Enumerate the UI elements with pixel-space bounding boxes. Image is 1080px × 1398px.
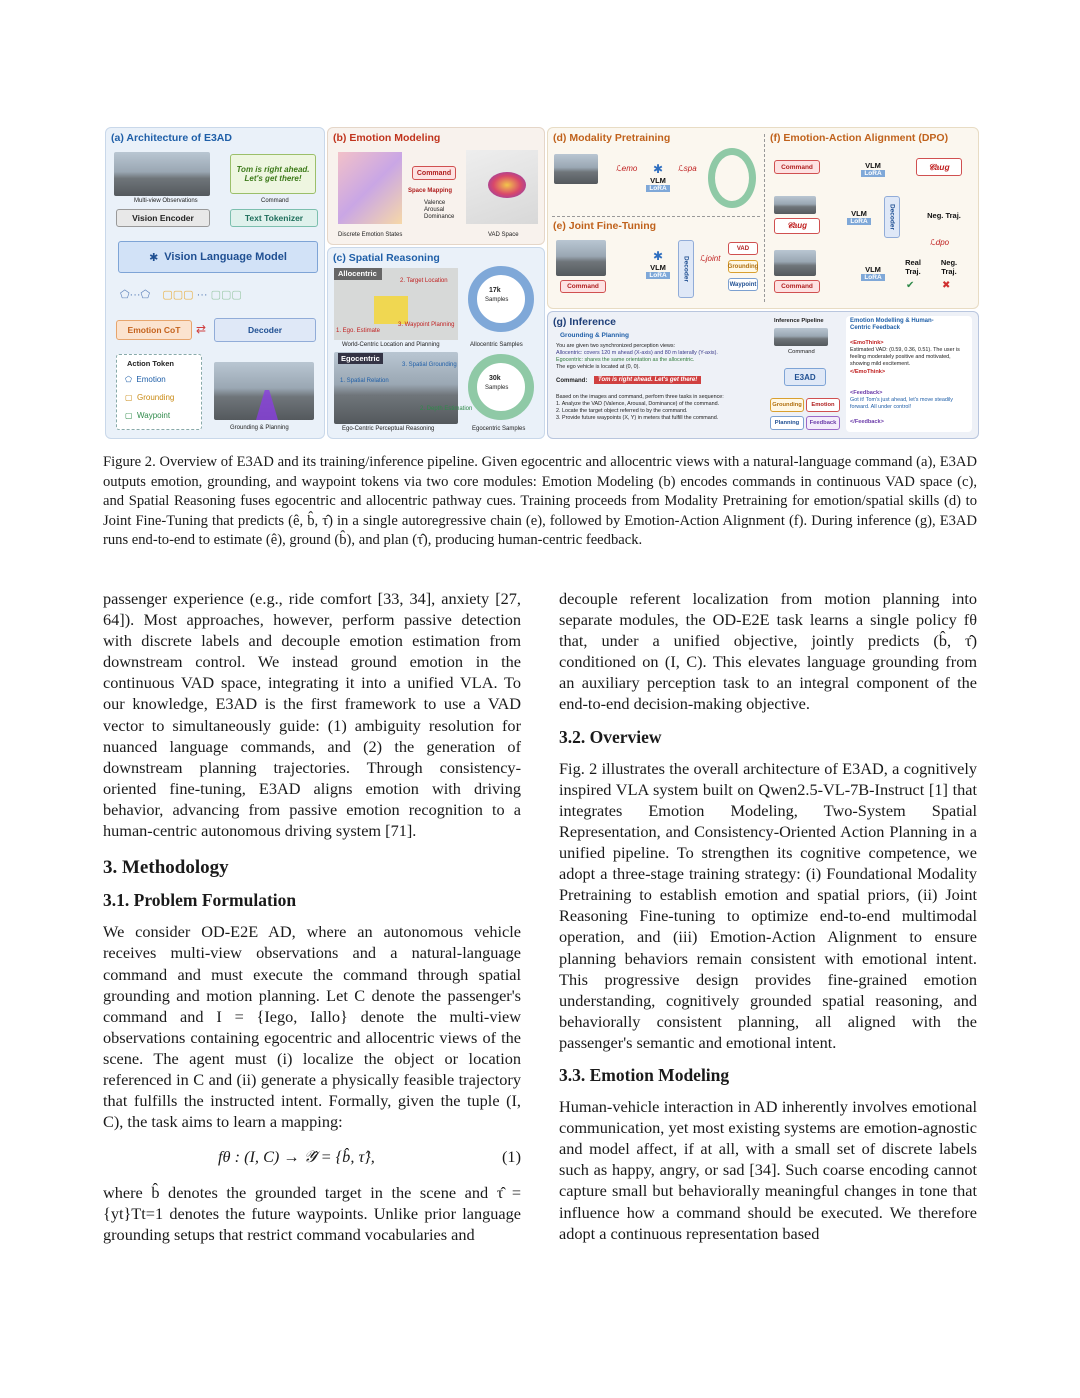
discrete-emotion-plot (338, 152, 402, 224)
divider-vertical (764, 134, 765, 302)
inference-image (774, 328, 828, 346)
out-waypoint: Waypoint (728, 278, 758, 291)
panel-b (327, 127, 545, 245)
divider-horizontal (552, 216, 760, 217)
right-column (559, 588, 977, 1244)
feedback-body: Got it! Tom's just ahead, let's move steadily forward. All under control! (850, 397, 953, 410)
finetune-decoder: Decoder (678, 240, 694, 298)
neg-traj-1: Neg. Traj. (927, 210, 961, 220)
heading-emotion-modeling: 3.3. Emotion Modeling (559, 1064, 730, 1085)
depth-estimation-ring (468, 354, 534, 420)
vad-arousal: Arousal (424, 207, 445, 213)
prompt-line-3: The ego vehicle is located at (0, 0). (556, 364, 640, 370)
emotion-token: ⬠ Emotion (125, 375, 166, 384)
right-para-2: Fig. 2 illustrates the overall architecture of E3AD, a cognitively inspired VLA system built on Qwen2.5-VL-7B-Instruct [1] that integrates Emotion Modeling, Two-System Spatial Representation, and Consistency-Oriented Action Planning in a unified pipeline. To strengthen its cognitive competence, we adopt a three-stage training strategy: (i) Foundational Modality Pretraining to establish emotion and spatial priors, (ii) Joint Reasoning Fine-tuning to optimize end-to-end multimodal operation, and (iii) Emotion-Action Alignment to ensure planning behaviors remain consistent with emotional intent. This progressive design provides fine-grained emotion understanding, cognitively grounded spatial reasoning, and behaviorally consistent planning, all aligned with the passenger's semantic and emotional intent. (559, 758, 977, 1052)
panel-a (105, 127, 325, 439)
dpo-image-1 (774, 196, 816, 214)
finetune-image (556, 240, 606, 276)
heading-methodology: 3. Methodology (103, 857, 229, 879)
figure-caption: Figure 2. Overview of E3AD and its training/inference pipeline. Given egocentric and allocentric views with a natural-language command (a), E3AD outputs emotion, grounding, and waypoint tokens via two core modules: Emotion Modeling (b) encodes commands in continuous VAD space (c), and Spatial Reasoning fuses egocentric and allocentric pathway cues. Training proceeds from Modality Pretraining for emotion/spatial skills (d) to Joint Fine-Tuning that predicts (ê, b̂, τ̂) in a single autoregressive chain (e), followed by Emotion-Action Alignment (f). During inference (g), E3AD runs end-to-end to estimate (ê), ground (b̂), and plan (τ̂), producing human-centric feedback. (103, 454, 977, 548)
dpo-command-2: Command (774, 280, 820, 293)
vad-valence: Valence (424, 200, 446, 206)
loss-dpo: ℒdpo (930, 238, 950, 247)
decoder-box: Decoder (214, 318, 316, 342)
finetune-command: Command (560, 280, 606, 293)
equation-body: fθ : (I, C) → 𝒴̂ = {b̂, τ̂}, (218, 1147, 375, 1167)
prompt-line-1: Allocentric: covers 120 m ahead (X-axis) and 80 m laterally (Y-axis). (556, 350, 718, 356)
grounding-token: ▢ Grounding (125, 393, 175, 402)
left-column (103, 588, 521, 1246)
loss-emo: ℒemo (616, 164, 638, 173)
vad-space-plot (466, 150, 538, 224)
right-para-3: Human-vehicle interaction in AD inherently involves emotional communication, yet most existing systems are emotion-agnostic and model affect, if at all, with a small set of discrete labels such as happy, angry, or sad [34]. Such coarse encoding cannot capture small but behaviorally meaningful changes in tone that influence how a command should be executed. We therefore adopt a continuous representation based (559, 1097, 977, 1243)
prompt-line-0: You are given two synchronized perception views: (556, 343, 676, 349)
heading-problem-formulation: 3.1. Problem Formulation (103, 890, 297, 911)
c-aug-2: 𝒞aug (774, 218, 820, 234)
text-tokenizer: Text Tokenizer (230, 209, 318, 227)
out-grounding: Grounding (728, 260, 758, 273)
vad-space-label: VAD Space (488, 232, 519, 238)
panel-b-title: (b) Emotion Modeling (333, 132, 441, 144)
loc-count: 17k (489, 287, 501, 294)
left-para-1: passenger experience (e.g., ride comfort [33, 34], anxiety [27, 64]). Most approaches, however, perform passive detection with discrete labels and decouple emotion estimation from downstream control. We instead ground emotion in the continuous VAD space, integrating it into a unified VLA. To our knowledge, E3AD is the first framework to use a VAD vector to simultaneously guide: (1) ambiguity resolution for nuanced language commands, and (2) the generation of downstream planning trajectories. Through consistency-oriented fine-tuning, E3AD aligns emotion with driving behavior, advancing from passive emotion recognition to a human-centric autonomous driving system [71]. (103, 589, 521, 841)
out-emotion-box: Emotion (806, 398, 840, 412)
grounding-planning-label: Grounding & Planning (230, 425, 289, 431)
command-bubble-text: Tom is right ahead. Let's get there! (236, 165, 310, 183)
out-grounding-box: Grounding (770, 398, 804, 412)
exchange-arrow: ⇄ (196, 322, 207, 336)
out-feedback-box: Feedback (806, 416, 840, 430)
vision-encoder: Vision Encoder (116, 209, 210, 227)
panel-training (547, 127, 979, 309)
panel-c-title: (c) Spatial Reasoning (333, 252, 440, 264)
allocentric-tag: Allocentric (338, 269, 377, 278)
dpo-vlm-2: VLM LoRA (844, 200, 874, 234)
heading-overview: 3.2. Overview (559, 726, 662, 747)
panel-g (547, 311, 979, 439)
out-vad: VAD (728, 242, 758, 255)
command-label: Command (261, 198, 289, 204)
pretrain-vlm: ✱ VLM LoRA (644, 158, 672, 196)
c-aug-1: 𝒞aug (916, 158, 962, 176)
loss-spa: ℒspa (678, 164, 697, 173)
equation-1 (103, 1132, 521, 1182)
task-line-0: Based on the images and command, perform three tasks in sequence: (556, 394, 724, 400)
loc-samples: Samples (485, 297, 509, 303)
check-icon: ✔ (906, 280, 915, 291)
depth-count: 30k (489, 375, 501, 382)
neg-traj-2: Neg. Traj. (940, 258, 958, 276)
g-grounding-planning: Grounding & Planning (560, 332, 629, 339)
multiview-image (114, 152, 210, 196)
inference-command: Command (788, 349, 815, 355)
location-estimation-ring (468, 266, 534, 332)
multiview-label: Multi-view Observations (134, 198, 198, 204)
feedback-open: <Feedback> (850, 390, 883, 396)
right-para-1: decouple referent localization from motion planning into separate modules, the OD-E2E task learns a single policy fθ that, under a unified objective, jointly predicts (b̂, τ̂) conditioned on (I, C). This elevates language grounding from an auxiliary perception task to an integral component of the end-to-end decision-making objective. (559, 589, 977, 714)
g-command-text: Tom is right ahead. Let's get there! (594, 376, 701, 384)
dpo-command-1: Command (774, 160, 820, 174)
pretrain-image (554, 154, 598, 184)
left-para-3: where b̂ denotes the grounded target in the scene and τ̂ = {yt}Tt=1 denotes the future waypoints. Unlike prior language grounding setups that restrict command vocabularies and (103, 1183, 521, 1245)
task-line-1: 1. Analyze the VAD (Valence, Arousal, Dominance) of the command. (556, 401, 720, 407)
prompt-line-2: Egocentric: shares the same orientation as the allocentric. (556, 357, 695, 363)
emotion-cot: Emotion CoT (116, 320, 192, 340)
vlm-icon: ✱ (149, 251, 159, 264)
depth-estimation: 2. Depth Estimation (420, 406, 473, 412)
panel-c (327, 247, 545, 439)
dpo-image-2 (774, 250, 816, 276)
panel-g-title: (g) Inference (553, 316, 617, 328)
ego-estimate: 1. Ego. Estimate (336, 328, 381, 334)
vad-dominance: Dominance (424, 214, 455, 220)
allocentric-samples: Allocentric Samples (470, 342, 523, 348)
vlm-label: Vision Language Model (164, 251, 287, 263)
waypoint-token: ▢ Waypoint (125, 411, 171, 420)
dpo-vlm-3: VLM LoRA (858, 256, 888, 290)
target-location: 2. Target Location (400, 278, 448, 284)
left-para-2: We consider OD-E2E AD, where an autonomous vehicle receives multi-view observations and a natural-language command and must execute the command through spatial grounding and motion planning. Let C denote the passenger's command and I = {Iego, Iallo} denote the multi-view observations containing egocentric and allocentric views of the scene. The agent must (i) localize the object or location referenced in C and (ii) generate a physically feasible trajectory that fulfills the instructed intent. Formally, given the tuple (I, C), the task aims to learn a mapping: (103, 922, 521, 1132)
vlm-box (118, 241, 318, 273)
emothink-close: </EmoThink> (850, 369, 886, 375)
feedback-title: Emotion Modelling & Human-Centric Feedback (850, 318, 934, 331)
out-planning-box: Planning (770, 416, 804, 430)
command-bubble (230, 154, 316, 194)
ego-centric-label: Ego-Centric Perceptual Reasoning (342, 426, 435, 432)
feedback-card (846, 316, 972, 432)
emothink-open: <EmoThink> (850, 340, 884, 346)
figure-2 (105, 127, 977, 437)
finetune-vlm: ✱ VLM LoRA (644, 244, 672, 284)
spatial-relation: 1. Spatial Relation (340, 378, 389, 384)
egocentric-samples: Egocentric Samples (472, 426, 526, 432)
cross-icon: ✖ (942, 280, 951, 291)
spatial-grounding: 3. Spatial Grounding (402, 362, 457, 368)
depth-samples: Samples (485, 385, 509, 391)
g-command-label: Command: (556, 378, 588, 384)
space-mapping: Space Mapping (408, 188, 453, 194)
vlm-icon: ✱ (652, 249, 664, 263)
vlm-icon: ✱ (652, 162, 664, 176)
task-line-3: 3. Provide future waypoints (X, Y) in meters that fulfill the command. (556, 415, 719, 421)
action-token-legend (116, 354, 202, 430)
loss-joint: ℒjoint (700, 254, 721, 263)
command-box: Command (412, 166, 456, 180)
waypoint-planning: 3. Waypoint Planning (398, 322, 455, 328)
world-centric-label: World-Centric Location and Planning (342, 342, 440, 348)
dpo-vlm-1: VLM LoRA (858, 152, 888, 186)
feedback-close: </Feedback> (850, 419, 884, 425)
panel-d-title: (d) Modality Pretraining (553, 132, 671, 144)
egocentric-tag: Egocentric (338, 353, 383, 364)
action-token-title: Action Token (127, 359, 174, 368)
dpo-decoder: Decoder (884, 196, 900, 238)
panel-e-title: (e) Joint Fine-Tuning (553, 220, 657, 232)
task-line-2: 2. Locate the target object referred to by the command. (556, 408, 688, 414)
discrete-emotion-label: Discrete Emotion States (338, 232, 403, 238)
equation-number: (1) (502, 1147, 521, 1167)
e3ad-box: E3AD (784, 368, 826, 386)
inference-pipeline: Inference Pipeline (774, 318, 824, 324)
pretrain-ring (708, 148, 756, 208)
token-row: ⬠···⬠ ▢▢▢ ··· ▢▢▢ (120, 289, 242, 301)
real-traj: Real Traj. (905, 258, 921, 276)
panel-a-title: (a) Architecture of E3AD (111, 132, 232, 144)
emothink-body: Estimated VAD: (0.59, 0.36, 0.51). The user is feeling moderately positive and motivated, showing mild excitement. (850, 347, 960, 367)
panel-f-title: (f) Emotion-Action Alignment (DPO) (770, 132, 949, 144)
